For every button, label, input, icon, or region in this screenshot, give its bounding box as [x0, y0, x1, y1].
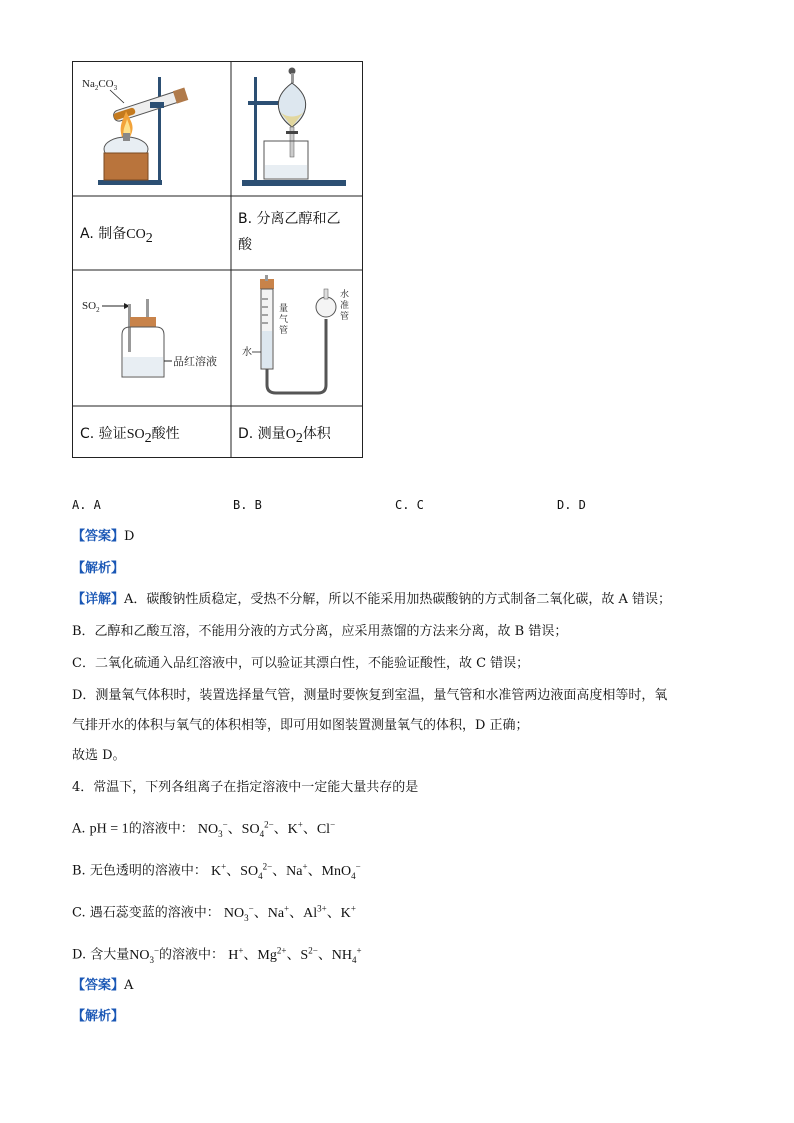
question-4-stem: 4．常温下，下列各组离子在指定溶液中一定能大量共存的是: [72, 780, 419, 795]
choice-d: D. D: [557, 498, 586, 512]
figure-heating-na2co3: [80, 67, 225, 196]
choice-c: C. C: [395, 498, 424, 512]
analysis-heading-q3: 【解析】: [72, 561, 125, 576]
detail-line-6: 故选 D。: [72, 748, 126, 763]
analysis-heading-q4: 【解析】: [72, 1009, 125, 1024]
q4-option-a: A. pH = 1的溶液中： $NO_3^-$、$SO_4^{2-}$、K+、Cl−: [72, 819, 336, 839]
figure-gas-burette: [234, 275, 360, 407]
q3-choices: [0, 498, 794, 518]
detail-line-2: B．乙醇和乙酸互溶，不能用分液的方式分离，应采用蒸馏的方法来分离，故 B 错误；: [72, 624, 568, 639]
caption-d: D. 测量$O_2$体积: [238, 426, 331, 446]
answer-q3: 【答案】D: [72, 529, 135, 544]
level-tube-label: 水准管: [340, 290, 350, 322]
detail-line-4: D．测量氧气体积时，装置选择量气管，测量时要恢复到室温，量气管和水准管两边液面高度相等时，氧: [72, 688, 668, 703]
caption-b: B. 分离乙醇和乙 酸: [238, 211, 341, 253]
choice-b: B. B: [233, 498, 262, 512]
answer-q4: 【答案】A: [72, 978, 134, 993]
caption-a: A. 制备$CO_2$: [80, 226, 153, 246]
q4-option-b: B. 无色透明的溶液中： K+、$SO_4^{2-}$、Na+、MnO$_4$−: [72, 861, 361, 881]
figure-gas-washing-bottle: [80, 295, 228, 389]
gas-tube-label: 量气管: [279, 304, 289, 336]
figure-separatory-funnel: [240, 67, 355, 196]
na2co3-label: $Na_2CO_3$: [82, 78, 118, 92]
so2-label: $SO_2$: [82, 300, 100, 314]
detail-line-5: 气排开水的体积与氧气的体积相等，即可用如图装置测量氧气的体积，D 正确；: [72, 718, 529, 733]
q4-option-c: C. 遇石蕊变蓝的溶液中： $NO_3^-$、Na+、$Al^{3+}$、K+: [72, 903, 356, 923]
detail-line-1: 【详解】A．碳酸钠性质稳定，受热不分解，所以不能采用加热碳酸钠的方式制备二氧化碳，故 A 错误；: [72, 592, 672, 607]
reagent-label: 品红溶液: [173, 355, 217, 368]
choice-a: A. A: [72, 498, 101, 512]
apparatus-table: [72, 61, 363, 458]
q4-option-d: D. 含大量$NO_3^-$的溶液中： H+、$Mg^{2+}$、$S^{2-}$、$NH_4^+$: [72, 945, 362, 965]
caption-c: C. 验证$SO_2$酸性: [80, 426, 180, 446]
detail-line-3: C．二氧化硫通入品红溶液中，可以验证其漂白性，不能验证酸性，故 C 错误；: [72, 656, 530, 671]
water-label: 水: [242, 347, 252, 358]
